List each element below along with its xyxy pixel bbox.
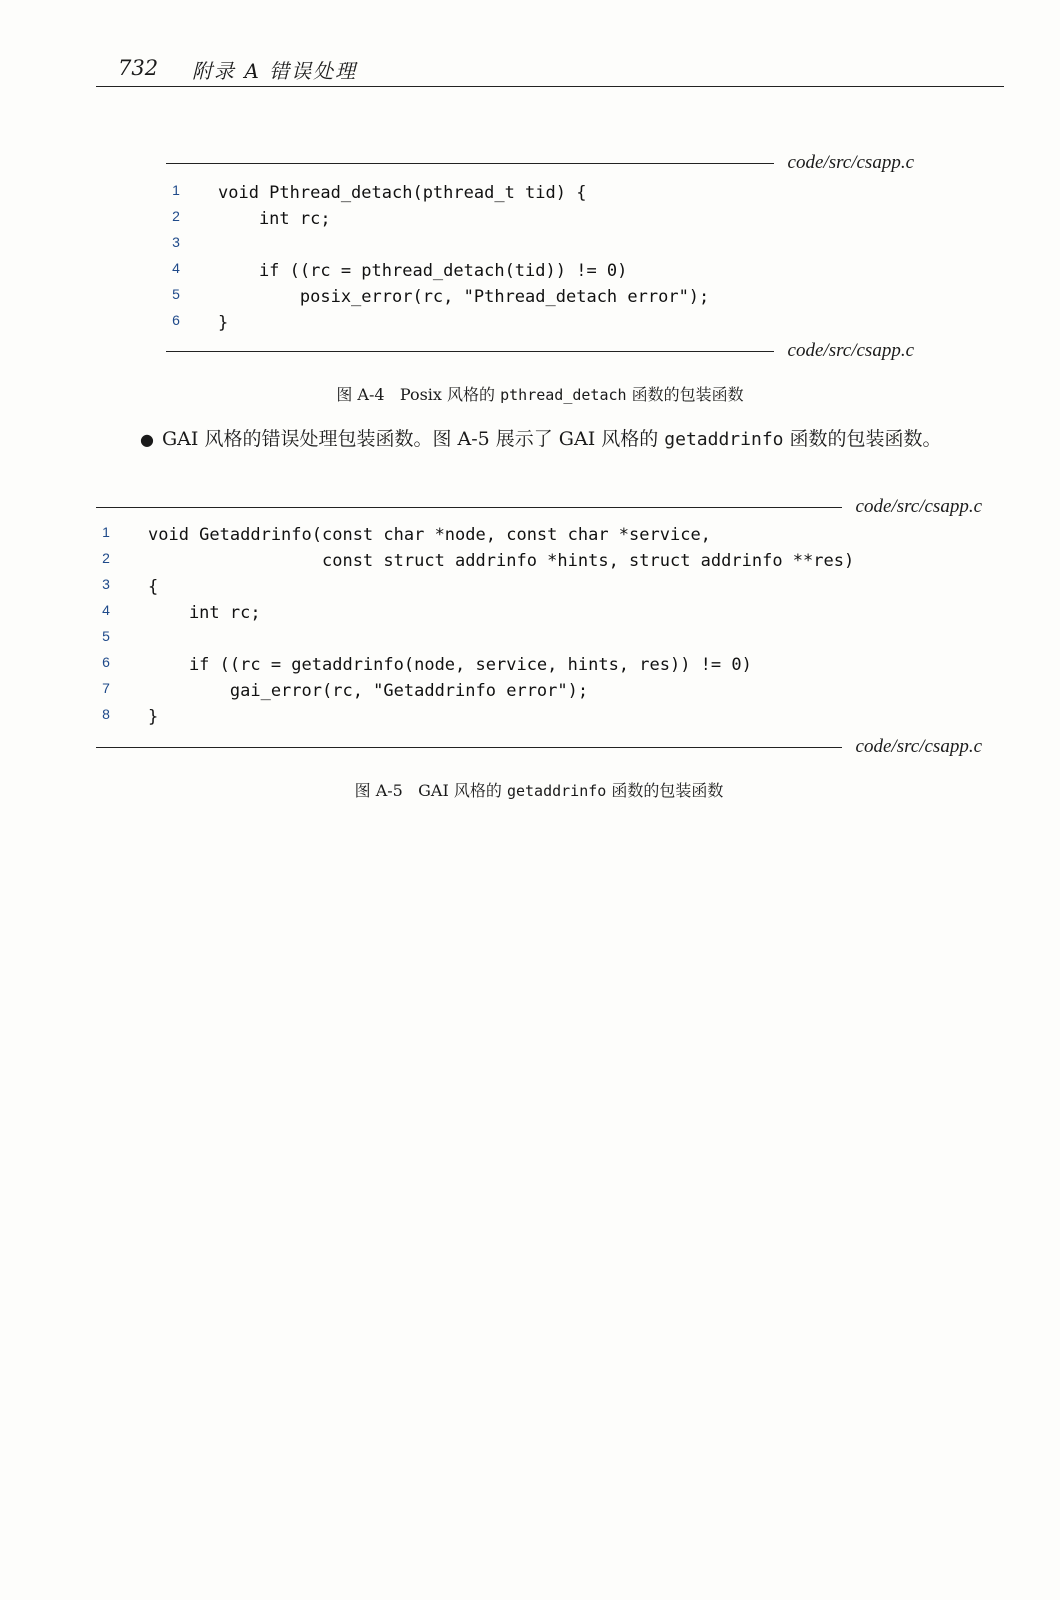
paragraph-text: 函数的包装函数。 [783, 428, 942, 450]
code-line [166, 180, 914, 206]
line-number: 4 [172, 260, 180, 276]
caption-text: 函数的包装函数 [626, 385, 744, 404]
code-text: if ((rc = getaddrinfo(node, service, hints, res)) != 0) [148, 655, 752, 675]
file-label: code/src/csapp.c [787, 340, 914, 361]
page-number: 732 [118, 56, 159, 80]
rule-line [166, 163, 774, 164]
line-number: 8 [102, 706, 110, 722]
line-number: 3 [172, 234, 180, 250]
line-number: 1 [172, 182, 180, 198]
code-lines [96, 522, 982, 730]
bullet-icon: ● [140, 430, 154, 449]
caption-text: 函数的包装函数 [606, 781, 724, 800]
code-line [96, 678, 982, 704]
code-text: } [218, 313, 229, 333]
file-label: code/src/csapp.c [787, 152, 914, 173]
caption-label: 图 A-4 [336, 385, 385, 404]
bullet-text [140, 424, 986, 455]
figure-caption-a5 [96, 778, 982, 801]
code-line [96, 548, 982, 574]
line-number: 3 [102, 576, 110, 592]
code-text: gai_error(rc, "Getaddrinfo error"); [148, 681, 589, 701]
line-number: 7 [102, 680, 110, 696]
caption-text: GAI 风格的 [418, 781, 507, 800]
listing-bottom-rule [166, 340, 914, 362]
line-number: 5 [172, 286, 180, 302]
caption-text: Posix 风格的 [399, 385, 501, 404]
line-number: 4 [102, 602, 110, 618]
figure-caption-a4 [166, 382, 914, 405]
file-label: code/src/csapp.c [855, 736, 982, 757]
line-number: 2 [172, 208, 180, 224]
page-header [96, 52, 1004, 87]
code-line [96, 522, 982, 548]
code-line [96, 652, 982, 678]
code-line [96, 574, 982, 600]
listing-top-rule [166, 152, 914, 174]
code-line [96, 626, 982, 652]
caption-code: pthread_detach [500, 386, 627, 404]
line-number: 6 [172, 312, 180, 328]
code-listing-a4 [166, 152, 914, 364]
code-line [166, 310, 914, 336]
running-head: 附录 A 错误处理 [192, 59, 358, 83]
code-line [166, 258, 914, 284]
rule-line [96, 747, 842, 748]
code-text: if ((rc = pthread_detach(tid)) != 0) [218, 261, 628, 281]
code-text: posix_error(rc, "Pthread_detach error"); [218, 287, 710, 307]
caption-code: getaddrinfo [506, 782, 607, 800]
line-number: 2 [102, 550, 110, 566]
code-text: } [148, 707, 159, 727]
code-text: int rc; [148, 603, 261, 623]
code-text: int rc; [218, 209, 331, 229]
file-label: code/src/csapp.c [855, 496, 982, 517]
paragraph-text: GAI 风格的错误处理包装函数。图 A-5 展示了 GAI 风格的 [162, 428, 665, 450]
bullet-paragraph [140, 424, 986, 455]
listing-bottom-rule [96, 736, 982, 758]
code-text: const struct addrinfo *hints, struct addrinfo **res) [148, 551, 855, 571]
rule-line [166, 351, 774, 352]
line-number: 1 [102, 524, 110, 540]
rule-line [96, 507, 842, 508]
code-line [96, 704, 982, 730]
code-lines [166, 180, 914, 336]
code-text: void Getaddrinfo(const char *node, const char *service, [148, 525, 711, 545]
code-text: { [148, 577, 159, 597]
code-line [166, 232, 914, 258]
caption-label: 图 A-5 [354, 781, 403, 800]
inline-code: getaddrinfo [664, 429, 784, 450]
code-line [96, 600, 982, 626]
line-number: 6 [102, 654, 110, 670]
code-line [166, 284, 914, 310]
line-number: 5 [102, 628, 110, 644]
listing-top-rule [96, 496, 982, 518]
code-listing-a5 [96, 496, 982, 760]
code-line [166, 206, 914, 232]
code-text: void Pthread_detach(pthread_t tid) { [218, 183, 587, 203]
